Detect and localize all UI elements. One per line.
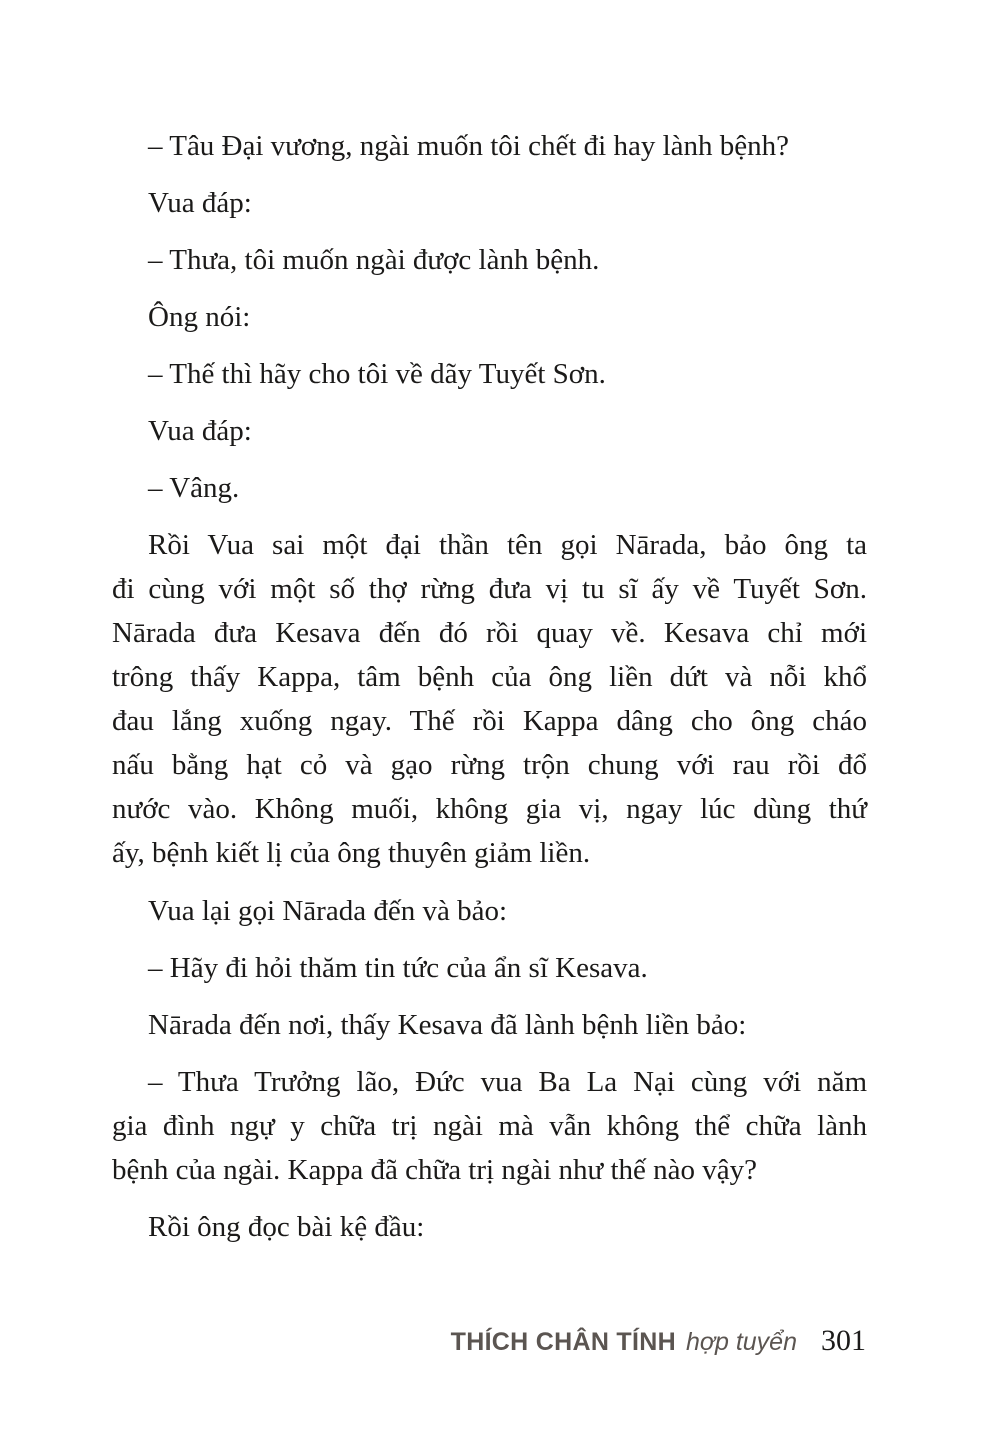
paragraph-line: Nārada đến nơi, thấy Kesava đã lành bệnh liền bảo: [148,1009,747,1041]
paragraph-line: Vua đáp: [148,187,252,219]
paragraph-line: ấy, bệnh kiết lị của ông thuyên giảm liền. [112,837,591,869]
paragraph-line: trông thấy Kappa, tâm bệnh của ông liền dứt và nỗi khổ [112,661,867,693]
paragraph-line: – Thế thì hãy cho tôi về dãy Tuyết Sơn. [148,358,606,390]
paragraph-line: đi cùng với một số thợ rừng đưa vị tu sĩ ấy về Tuyết Sơn. [112,573,867,605]
paragraph-line: Nārada đưa Kesava đến đó rồi quay về. Kesava chỉ mới [112,617,867,649]
paragraph-line: Ông nói: [148,301,251,333]
paragraph-line: Vua lại gọi Nārada đến và bảo: [148,895,508,927]
paragraph-line: – Vâng. [148,472,240,504]
paragraph-line: Vua đáp: [148,415,252,447]
paragraph-line: Rồi Vua sai một đại thần tên gọi Nārada, bảo ông ta [148,529,867,561]
paragraph-line: – Thưa, tôi muốn ngài được lành bệnh. [148,244,600,276]
footer-book-subtitle: hợp tuyển [685,1328,797,1356]
paragraph-line: nấu bằng hạt cỏ và gạo rừng trộn chung với rau rồi đổ [112,749,867,781]
paragraph-line: – Tâu Đại vương, ngài muốn tôi chết đi hay lành bệnh? [148,130,789,162]
paragraph-line: – Hãy đi hỏi thăm tin tức của ẩn sĩ Kesava. [148,952,648,984]
page-footer [451,1324,866,1358]
paragraph-line: đau lắng xuống ngay. Thế rồi Kappa dâng cho ông cháo [112,705,867,737]
paragraph-line: – Thưa Trưởng lão, Đức vua Ba La Nại cùng với năm [148,1066,867,1098]
paragraph-line: nước vào. Không muối, không gia vị, ngay lúc dùng thứ [112,793,867,825]
paragraph-line: gia đình ngự y chữa trị ngài mà vẫn không thể chữa lành [112,1110,867,1142]
paragraph-line: bệnh của ngài. Kappa đã chữa trị ngài như thế nào vậy? [112,1154,758,1186]
page-number: 301 [821,1324,866,1357]
paragraph-line: Rồi ông đọc bài kệ đầu: [148,1211,425,1243]
footer-author: THÍCH CHÂN TÍNH [450,1328,676,1356]
